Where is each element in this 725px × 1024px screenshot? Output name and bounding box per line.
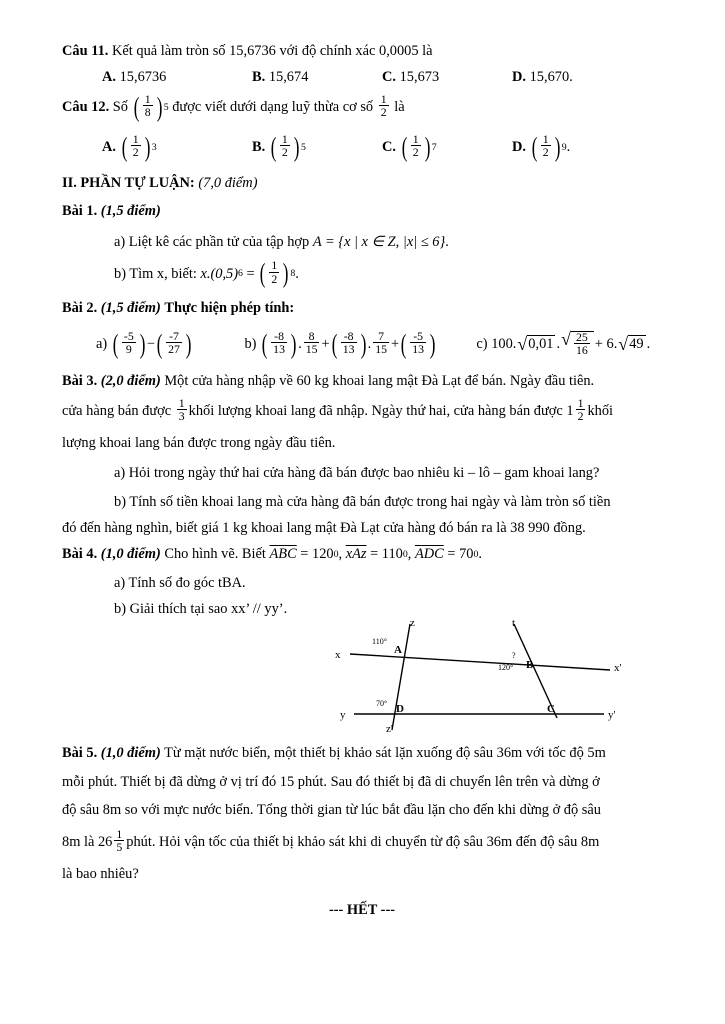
left-paren: ( bbox=[156, 328, 163, 359]
bai1-a bbox=[62, 231, 662, 253]
exponent: 5 bbox=[163, 101, 169, 113]
angle-question: ? bbox=[512, 651, 516, 661]
bai1-label: Bài 1. bbox=[62, 203, 98, 220]
bai3-b-line1: b) Tính số tiền khoai lang mà cửa hàng đã bán được trong hai ngày và làm tròn số tiền bbox=[114, 493, 611, 510]
bai1-b-exp: 6 bbox=[238, 268, 243, 280]
label-z-prime: z' bbox=[386, 723, 393, 736]
left-paren: ( bbox=[531, 131, 537, 162]
angle-abc-value: = 120 bbox=[300, 546, 334, 563]
right-paren: ) bbox=[283, 258, 289, 289]
left-paren: ( bbox=[401, 131, 407, 162]
fraction: $\frac{25}{16}$ bbox=[575, 329, 588, 357]
bai5-points: (1,0 điểm) bbox=[100, 745, 161, 762]
bai3-line2-pre: cửa hàng bán được bbox=[62, 402, 172, 419]
bai5-line4-pre: 8m là 26 bbox=[62, 833, 113, 850]
bai3-points: (2,0 điểm) bbox=[100, 372, 161, 389]
section-2-heading bbox=[62, 172, 662, 194]
option-c-key: C. bbox=[382, 138, 396, 155]
right-paren: ) bbox=[139, 328, 146, 359]
right-paren: ) bbox=[144, 131, 151, 162]
question-12-text-after: là bbox=[394, 99, 405, 116]
bai2-c-lead: 100. bbox=[491, 335, 517, 352]
fraction: $\frac{-8}{13}$ bbox=[342, 329, 355, 357]
label-B: B bbox=[526, 659, 534, 672]
right-paren: ) bbox=[424, 131, 431, 162]
label-y-prime: y' bbox=[608, 709, 616, 722]
bai3-line2-mid: khối lượng khoai lang đã nhập. Ngày thứ hai, cửa hàng bán được 1 bbox=[188, 402, 574, 419]
bai1-a-tail: . bbox=[445, 233, 449, 250]
label-t: t bbox=[512, 618, 516, 630]
power-expression bbox=[132, 91, 169, 122]
fraction: $\frac{1}{2}$ bbox=[132, 131, 139, 160]
bai2-b-term1 bbox=[260, 328, 298, 359]
bai3-line2 bbox=[62, 395, 662, 424]
option-b-expression bbox=[269, 131, 306, 162]
option-c[interactable] bbox=[382, 131, 512, 162]
option-d-expression bbox=[530, 131, 567, 162]
question-11-label: Câu 11. bbox=[62, 43, 109, 59]
fraction: $\frac{1}{2}$ bbox=[271, 258, 278, 286]
question-11-options bbox=[62, 69, 662, 86]
bai5-line1: Từ mặt nước biển, một thiết bị khảo sát lặn xuống độ sâu 36m với tốc độ 5m bbox=[164, 745, 606, 762]
fraction: $\frac{8}{15}$ bbox=[305, 329, 318, 357]
exponent: 9 bbox=[561, 141, 567, 153]
bai2-c-key: c) bbox=[476, 335, 488, 352]
question-11-text: Kết quả làm tròn số 15,6736 với độ chính xác 0,0005 là bbox=[112, 43, 433, 59]
bai1-points: (1,5 điểm) bbox=[100, 203, 161, 220]
question-12-text-middle: được viết dưới dạng luỹ thừa cơ số bbox=[172, 99, 374, 116]
bai1-b-math-left: x.(0,5) bbox=[200, 265, 239, 282]
bai1-heading bbox=[62, 200, 662, 222]
question-11 bbox=[62, 40, 662, 62]
right-paren: ) bbox=[293, 131, 300, 162]
fraction: $\frac{-7}{27}$ bbox=[168, 329, 180, 357]
section-2-title: II. PHẦN TỰ LUẬN: bbox=[62, 174, 195, 191]
bai3-label: Bài 3. bbox=[62, 372, 98, 389]
bai1-b-eq: = bbox=[246, 265, 255, 282]
sqrt-icon: √ 0,01 bbox=[517, 333, 554, 354]
exponent: 5 bbox=[300, 141, 306, 153]
sqrt-icon: √ 49 bbox=[618, 333, 644, 354]
bai2-label: Bài 2. bbox=[62, 299, 98, 316]
option-c[interactable] bbox=[382, 69, 512, 86]
left-paren: ( bbox=[260, 258, 266, 289]
bai5-label: Bài 5. bbox=[62, 745, 98, 762]
option-b[interactable] bbox=[252, 69, 382, 86]
bai2-c-tail: . bbox=[646, 335, 651, 352]
bai1-a-text: a) Liệt kê các phần tử của tập hợp bbox=[114, 233, 310, 250]
bai3-heading bbox=[62, 370, 662, 392]
bai2-c-dot: . bbox=[556, 335, 561, 352]
fraction-one-third: $\frac{1}{3}$ bbox=[178, 395, 185, 424]
bai2-a-key: a) bbox=[96, 335, 108, 352]
bai4-b: b) Giải thích tại sao xx’ // yy’. bbox=[114, 600, 288, 617]
option-a[interactable] bbox=[62, 69, 252, 86]
option-a-value: 15,6736 bbox=[119, 69, 167, 86]
bai2-c bbox=[476, 331, 662, 358]
bai2-a-minus: − bbox=[146, 335, 155, 352]
fraction: $\frac{-8}{13}$ bbox=[273, 329, 285, 357]
angle-70: 70° bbox=[376, 699, 388, 709]
option-a-key: A. bbox=[102, 138, 116, 155]
document-content bbox=[62, 40, 662, 924]
exponent: 8 bbox=[290, 268, 296, 280]
option-a-key: A. bbox=[102, 69, 116, 86]
fraction: $\frac{7}{15}$ bbox=[375, 329, 388, 357]
option-b[interactable] bbox=[252, 131, 382, 162]
right-paren: ) bbox=[290, 328, 297, 359]
exponent: 3 bbox=[151, 141, 157, 153]
bai2-a-term1 bbox=[111, 328, 147, 359]
option-b-key: B. bbox=[252, 69, 266, 86]
option-a[interactable] bbox=[62, 131, 252, 162]
option-d-key: D. bbox=[512, 69, 526, 86]
geometry-figure bbox=[62, 618, 662, 740]
angle-xaz: $\overline{xAz}$ bbox=[345, 546, 367, 563]
right-paren: ) bbox=[429, 328, 436, 359]
bai5-line4 bbox=[62, 826, 662, 855]
bai4-a: a) Tính số đo góc tBA. bbox=[114, 574, 246, 591]
option-d[interactable] bbox=[512, 69, 642, 86]
option-c-key: C. bbox=[382, 69, 396, 86]
bai2-points: (1,5 điểm) bbox=[100, 299, 161, 316]
footer-end-marker bbox=[62, 899, 662, 921]
bai2-text: Thực hiện phép tính: bbox=[164, 299, 295, 316]
left-paren: ( bbox=[261, 328, 268, 359]
question-12-text-before: Số bbox=[112, 99, 128, 116]
label-x-prime: x' bbox=[614, 662, 622, 675]
bai2-b-term2 bbox=[330, 328, 368, 359]
bai1-b bbox=[62, 258, 662, 289]
fraction-one-half: $\frac{1}{2}$ bbox=[380, 91, 387, 120]
option-d-value: 15,670. bbox=[529, 69, 573, 86]
fraction-one-eighth: $\frac{1}{8}$ bbox=[144, 91, 151, 120]
bai4-points: (1,0 điểm) bbox=[100, 546, 161, 563]
angle-adc-value: = 70 bbox=[447, 546, 474, 563]
fraction-one-fifth: $\frac{1}{5}$ bbox=[116, 826, 123, 855]
bai3-a: a) Hỏi trong ngày thứ hai cửa hàng đã bán được bao nhiêu ki – lô – gam khoai lang? bbox=[114, 465, 600, 482]
option-d[interactable] bbox=[512, 131, 642, 162]
angle-110: 110° bbox=[372, 637, 387, 647]
question-12-label: Câu 12. bbox=[62, 99, 110, 116]
left-paren: ( bbox=[133, 91, 139, 122]
left-paren: ( bbox=[331, 328, 337, 359]
bai3-line3: lượng khoai lang bán được trong ngày đầu tiên. bbox=[62, 434, 336, 451]
section-2-points: (7,0 điểm) bbox=[198, 174, 258, 191]
exponent: 7 bbox=[431, 141, 437, 153]
fraction-one-half: $\frac{1}{2}$ bbox=[577, 395, 584, 424]
bai3-line2-end: khối bbox=[587, 402, 614, 419]
bai5-line4-post: phút. Hỏi vận tốc của thiết bị khảo sát khi di chuyển từ độ sâu 36m đến độ sâu 8m bbox=[126, 833, 600, 850]
label-D: D bbox=[396, 703, 404, 716]
label-x: x bbox=[335, 649, 341, 662]
bai4-label: Bài 4. bbox=[62, 546, 98, 563]
sqrt-icon: √ $\frac{25}{16}$ bbox=[561, 331, 594, 358]
option-b-value: 15,674 bbox=[268, 69, 309, 86]
option-d-key: D. bbox=[512, 138, 526, 155]
bai2-c-plus: + 6. bbox=[594, 335, 618, 352]
right-paren: ) bbox=[185, 328, 192, 359]
angle-xaz-value: = 110 bbox=[370, 546, 403, 563]
left-paren: ( bbox=[270, 131, 277, 162]
option-d-tail: . bbox=[566, 138, 571, 155]
option-c-expression bbox=[400, 131, 437, 162]
bai5-line5: là bao nhiêu? bbox=[62, 865, 139, 882]
bai1-b-tail: . bbox=[295, 265, 299, 282]
footer-text: --- HẾT --- bbox=[328, 902, 396, 919]
bai2-b-plus1: + bbox=[321, 335, 330, 352]
right-paren: ) bbox=[360, 328, 366, 359]
bai4-heading: Bài 4. (1,0 điểm) Cho hình vẽ. Biết $\overline{ABC}$ = 120 0 , $\overline{xAz}$ = 110 0 , $\overline{ADC}$ = 70 0 . bbox=[62, 543, 662, 565]
label-y: y bbox=[340, 709, 346, 722]
bai3-line1: Một cửa hàng nhập về 60 kg khoai lang mật Đà Lạt để bán. Ngày đầu tiên. bbox=[164, 372, 595, 389]
right-paren: ) bbox=[554, 131, 561, 162]
bai2-b-plus2: + bbox=[391, 335, 400, 352]
bai1-a-math: A = {x | x ∈ Z, |x| ≤ 6} bbox=[312, 233, 446, 250]
angle-abc: $\overline{ABC}$ bbox=[269, 546, 297, 563]
bai5-line3: độ sâu 8m so với mực nước biển. Tổng thời gian từ lúc bắt đầu lặn cho đến khi dừng ở độ sâu bbox=[62, 801, 601, 818]
right-paren: ) bbox=[156, 91, 163, 122]
bai2-b-key: b) bbox=[244, 335, 257, 352]
bai2-b-term3 bbox=[399, 328, 437, 359]
option-a-expression bbox=[120, 131, 157, 162]
figure-svg bbox=[332, 618, 652, 738]
fraction: $\frac{1}{2}$ bbox=[281, 131, 288, 160]
left-paren: ( bbox=[121, 131, 127, 162]
left-paren: ( bbox=[400, 328, 407, 359]
label-C: C bbox=[547, 703, 555, 716]
question-12-options bbox=[62, 131, 662, 162]
option-c-value: 15,673 bbox=[399, 69, 440, 86]
bai5-line2: mỗi phút. Thiết bị đã dừng ở vị trí đó 15 phút. Sau đó thiết bị đã di chuyển lên trên và dừng ở bbox=[62, 773, 600, 790]
angle-adc: $\overline{ADC}$ bbox=[414, 546, 444, 563]
bai5-heading bbox=[62, 742, 662, 764]
angle-120: 120° bbox=[498, 663, 514, 673]
label-A: A bbox=[394, 644, 402, 657]
bai2-expressions bbox=[62, 328, 662, 359]
bai2-heading bbox=[62, 297, 662, 319]
fraction: $\frac{-5}{9}$ bbox=[123, 329, 134, 357]
question-12 bbox=[62, 91, 662, 122]
bai1-b-text: b) Tìm x, biết: bbox=[114, 265, 197, 282]
bai3-b-line2: đó đến hàng nghìn, biết giá 1 kg khoai lang mật Đà Lạt cửa hàng đó bán ra là 38 990 đồng. bbox=[62, 519, 586, 536]
label-z: z bbox=[410, 618, 415, 630]
bai4-text: Cho hình vẽ. Biết bbox=[164, 546, 266, 563]
left-paren: ( bbox=[112, 328, 119, 359]
option-b-key: B. bbox=[252, 138, 266, 155]
bai2-a bbox=[96, 328, 244, 359]
fraction: $\frac{-5}{13}$ bbox=[412, 329, 425, 357]
bai2-a-term2 bbox=[155, 328, 193, 359]
bai2-b: b) ( $\frac{-8}{13}$ ) . $\frac{8}{15}$ + ( $\frac{-8}{13}$ ) . $\frac{7}{15}$ + ( $\frac{-5}{13}$ ) bbox=[244, 328, 436, 359]
fraction: $\frac{1}{2}$ bbox=[542, 131, 549, 160]
bai1-b-power bbox=[258, 258, 296, 289]
fraction: $\frac{1}{2}$ bbox=[412, 131, 419, 160]
